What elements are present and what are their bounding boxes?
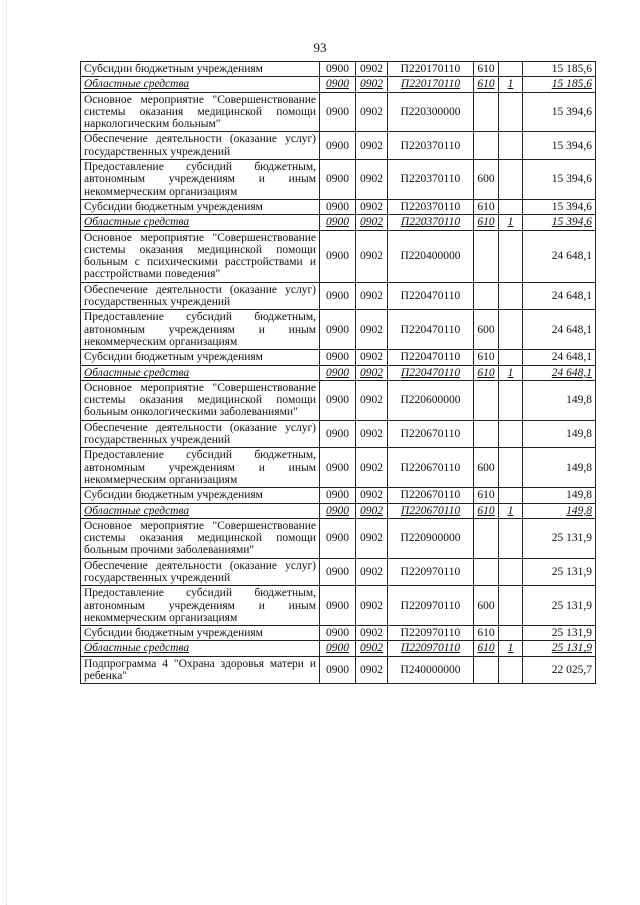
row-name-cell: Предоставление субсидий бюджетным, автономным учреждениям и иным некоммерческим организациям [81, 310, 320, 350]
expense-type-cell [474, 656, 499, 684]
amount-cell: 15 394,6 [523, 199, 596, 214]
ministry-code-cell: 0900 [320, 215, 356, 230]
ministry-code-cell: 0900 [320, 199, 356, 214]
funding-source-cell: 1 [499, 503, 523, 518]
row-name-cell: Областные средства [81, 503, 320, 518]
amount-cell: 25 131,9 [523, 586, 596, 626]
amount-cell: 15 394,6 [523, 92, 596, 132]
expense-type-cell [474, 558, 499, 586]
expense-type-cell: 610 [474, 77, 499, 92]
section-code-cell: 0902 [356, 350, 388, 365]
expense-type-cell [474, 420, 499, 448]
ministry-code-cell: 0900 [320, 77, 356, 92]
ministry-code-cell: 0900 [320, 310, 356, 350]
table-row [81, 160, 596, 200]
amount-cell: 15 394,6 [523, 215, 596, 230]
article-code-cell: П220670110 [388, 488, 474, 503]
ministry-code-cell: 0900 [320, 282, 356, 310]
funding-source-cell [499, 350, 523, 365]
table-row [81, 350, 596, 365]
section-code-cell: 0902 [356, 282, 388, 310]
amount-cell: 25 131,9 [523, 626, 596, 641]
ministry-code-cell: 0900 [320, 62, 356, 77]
amount-cell: 24 648,1 [523, 230, 596, 282]
amount-cell: 149,8 [523, 420, 596, 448]
table-row [81, 199, 596, 214]
row-name-cell: Обеспечение деятельности (оказание услуг) государственных учреждений [81, 420, 320, 448]
table-row [81, 626, 596, 641]
section-code-cell: 0902 [356, 656, 388, 684]
table-row [81, 310, 596, 350]
section-code-cell: 0902 [356, 199, 388, 214]
row-name-cell: Субсидии бюджетным учреждениям [81, 350, 320, 365]
section-code-cell: 0902 [356, 77, 388, 92]
expense-type-cell: 610 [474, 626, 499, 641]
row-name-cell: Обеспечение деятельности (оказание услуг) государственных учреждений [81, 282, 320, 310]
expense-type-cell [474, 230, 499, 282]
article-code-cell: П220470110 [388, 310, 474, 350]
amount-cell: 15 394,6 [523, 160, 596, 200]
funding-source-cell [499, 62, 523, 77]
ministry-code-cell: 0900 [320, 160, 356, 200]
section-code-cell: 0902 [356, 62, 388, 77]
ministry-code-cell: 0900 [320, 230, 356, 282]
funding-source-cell [499, 230, 523, 282]
row-name-cell: Областные средства [81, 641, 320, 656]
ministry-code-cell: 0900 [320, 656, 356, 684]
table-row [81, 558, 596, 586]
ministry-code-cell: 0900 [320, 626, 356, 641]
section-code-cell: 0902 [356, 448, 388, 488]
section-code-cell: 0902 [356, 420, 388, 448]
section-code-cell: 0902 [356, 365, 388, 380]
expense-type-cell: 610 [474, 641, 499, 656]
expense-type-cell: 610 [474, 62, 499, 77]
expense-type-cell: 610 [474, 503, 499, 518]
table-row [81, 215, 596, 230]
page-number: 93 [313, 40, 327, 55]
row-name-cell: Субсидии бюджетным учреждениям [81, 488, 320, 503]
article-code-cell: П220400000 [388, 230, 474, 282]
table-row [81, 365, 596, 380]
expense-type-cell [474, 282, 499, 310]
row-name-cell: Областные средства [81, 77, 320, 92]
article-code-cell: П220970110 [388, 641, 474, 656]
ministry-code-cell: 0900 [320, 586, 356, 626]
row-name-cell: Основное мероприятие "Совершенствование системы оказания медицинской помощи больным прочими заболеваниями" [81, 518, 320, 558]
table-row [81, 77, 596, 92]
article-code-cell: П220370110 [388, 215, 474, 230]
funding-source-cell: 1 [499, 215, 523, 230]
ministry-code-cell: 0900 [320, 641, 356, 656]
funding-source-cell [499, 380, 523, 420]
row-name-cell: Основное мероприятие "Совершенствование системы оказания медицинской помощи больным с психическими расстройствами и расстройствами поведения" [81, 230, 320, 282]
funding-source-cell [499, 160, 523, 200]
budget-table-body [81, 62, 596, 684]
table-row [81, 586, 596, 626]
row-name-cell: Субсидии бюджетным учреждениям [81, 62, 320, 77]
expense-type-cell: 610 [474, 488, 499, 503]
amount-cell: 15 185,6 [523, 62, 596, 77]
article-code-cell: П240000000 [388, 656, 474, 684]
amount-cell: 149,8 [523, 448, 596, 488]
table-row [81, 230, 596, 282]
row-name-cell: Обеспечение деятельности (оказание услуг) государственных учреждений [81, 558, 320, 586]
article-code-cell: П220470110 [388, 350, 474, 365]
section-code-cell: 0902 [356, 160, 388, 200]
expense-type-cell: 600 [474, 586, 499, 626]
ministry-code-cell: 0900 [320, 132, 356, 160]
article-code-cell: П220370110 [388, 199, 474, 214]
amount-cell: 24 648,1 [523, 365, 596, 380]
section-code-cell: 0902 [356, 230, 388, 282]
section-code-cell: 0902 [356, 380, 388, 420]
amount-cell: 25 131,9 [523, 641, 596, 656]
expense-type-cell: 610 [474, 365, 499, 380]
section-code-cell: 0902 [356, 558, 388, 586]
section-code-cell: 0902 [356, 92, 388, 132]
budget-table [80, 61, 596, 684]
table-row [81, 641, 596, 656]
section-code-cell: 0902 [356, 586, 388, 626]
ministry-code-cell: 0900 [320, 365, 356, 380]
expense-type-cell [474, 92, 499, 132]
ministry-code-cell: 0900 [320, 92, 356, 132]
table-row [81, 518, 596, 558]
table-row [81, 92, 596, 132]
amount-cell: 22 025,7 [523, 656, 596, 684]
amount-cell: 149,8 [523, 488, 596, 503]
section-code-cell: 0902 [356, 488, 388, 503]
amount-cell: 149,8 [523, 503, 596, 518]
funding-source-cell: 1 [499, 365, 523, 380]
funding-source-cell [499, 448, 523, 488]
ministry-code-cell: 0900 [320, 448, 356, 488]
amount-cell: 149,8 [523, 380, 596, 420]
table-row [81, 420, 596, 448]
funding-source-cell [499, 132, 523, 160]
expense-type-cell: 610 [474, 215, 499, 230]
scan-edge-mark [6, 0, 8, 905]
table-row [81, 132, 596, 160]
funding-source-cell [499, 282, 523, 310]
row-name-cell: Обеспечение деятельности (оказание услуг) государственных учреждений [81, 132, 320, 160]
expense-type-cell: 600 [474, 160, 499, 200]
funding-source-cell [499, 199, 523, 214]
article-code-cell: П220370110 [388, 160, 474, 200]
amount-cell: 24 648,1 [523, 350, 596, 365]
expense-type-cell [474, 380, 499, 420]
row-name-cell: Предоставление субсидий бюджетным, автономным учреждениям и иным некоммерческим организациям [81, 448, 320, 488]
funding-source-cell [499, 310, 523, 350]
section-code-cell: 0902 [356, 641, 388, 656]
article-code-cell: П220470110 [388, 282, 474, 310]
expense-type-cell: 610 [474, 199, 499, 214]
section-code-cell: 0902 [356, 132, 388, 160]
row-name-cell: Субсидии бюджетным учреждениям [81, 626, 320, 641]
row-name-cell: Предоставление субсидий бюджетным, автономным учреждениям и иным некоммерческим организациям [81, 160, 320, 200]
article-code-cell: П220970110 [388, 626, 474, 641]
ministry-code-cell: 0900 [320, 503, 356, 518]
ministry-code-cell: 0900 [320, 380, 356, 420]
row-name-cell: Областные средства [81, 365, 320, 380]
article-code-cell: П220170110 [388, 62, 474, 77]
article-code-cell: П220670110 [388, 448, 474, 488]
row-name-cell: Субсидии бюджетным учреждениям [81, 199, 320, 214]
funding-source-cell [499, 420, 523, 448]
ministry-code-cell: 0900 [320, 420, 356, 448]
funding-source-cell [499, 488, 523, 503]
funding-source-cell: 1 [499, 77, 523, 92]
expense-type-cell: 600 [474, 448, 499, 488]
article-code-cell: П220670110 [388, 420, 474, 448]
funding-source-cell [499, 518, 523, 558]
expense-type-cell [474, 518, 499, 558]
row-name-cell: Областные средства [81, 215, 320, 230]
funding-source-cell [499, 92, 523, 132]
table-row [81, 503, 596, 518]
expense-type-cell [474, 132, 499, 160]
ministry-code-cell: 0900 [320, 350, 356, 365]
amount-cell: 24 648,1 [523, 310, 596, 350]
section-code-cell: 0902 [356, 518, 388, 558]
article-code-cell: П220970110 [388, 586, 474, 626]
section-code-cell: 0902 [356, 503, 388, 518]
section-code-cell: 0902 [356, 310, 388, 350]
table-row [81, 656, 596, 684]
row-name-cell: Подпрограмма 4 "Охрана здоровья матери и ребенка" [81, 656, 320, 684]
section-code-cell: 0902 [356, 215, 388, 230]
article-code-cell: П220600000 [388, 380, 474, 420]
section-code-cell: 0902 [356, 626, 388, 641]
funding-source-cell [499, 586, 523, 626]
article-code-cell: П220470110 [388, 365, 474, 380]
article-code-cell: П220370110 [388, 132, 474, 160]
row-name-cell: Основное мероприятие "Совершенствование системы оказания медицинской помощи наркологическим больным" [81, 92, 320, 132]
amount-cell: 25 131,9 [523, 518, 596, 558]
expense-type-cell: 600 [474, 310, 499, 350]
row-name-cell: Предоставление субсидий бюджетным, автономным учреждениям и иным некоммерческим организациям [81, 586, 320, 626]
amount-cell: 25 131,9 [523, 558, 596, 586]
article-code-cell: П220900000 [388, 518, 474, 558]
ministry-code-cell: 0900 [320, 558, 356, 586]
amount-cell: 15 185,6 [523, 77, 596, 92]
funding-source-cell [499, 626, 523, 641]
ministry-code-cell: 0900 [320, 518, 356, 558]
article-code-cell: П220170110 [388, 77, 474, 92]
expense-type-cell: 610 [474, 350, 499, 365]
table-row [81, 62, 596, 77]
article-code-cell: П220300000 [388, 92, 474, 132]
table-row [81, 380, 596, 420]
article-code-cell: П220970110 [388, 558, 474, 586]
funding-source-cell [499, 558, 523, 586]
amount-cell: 24 648,1 [523, 282, 596, 310]
table-row [81, 282, 596, 310]
row-name-cell: Основное мероприятие "Совершенствование системы оказания медицинской помощи больным онкологическими заболеваниями" [81, 380, 320, 420]
amount-cell: 15 394,6 [523, 132, 596, 160]
article-code-cell: П220670110 [388, 503, 474, 518]
table-row [81, 448, 596, 488]
table-row [81, 488, 596, 503]
funding-source-cell [499, 656, 523, 684]
funding-source-cell: 1 [499, 641, 523, 656]
ministry-code-cell: 0900 [320, 488, 356, 503]
